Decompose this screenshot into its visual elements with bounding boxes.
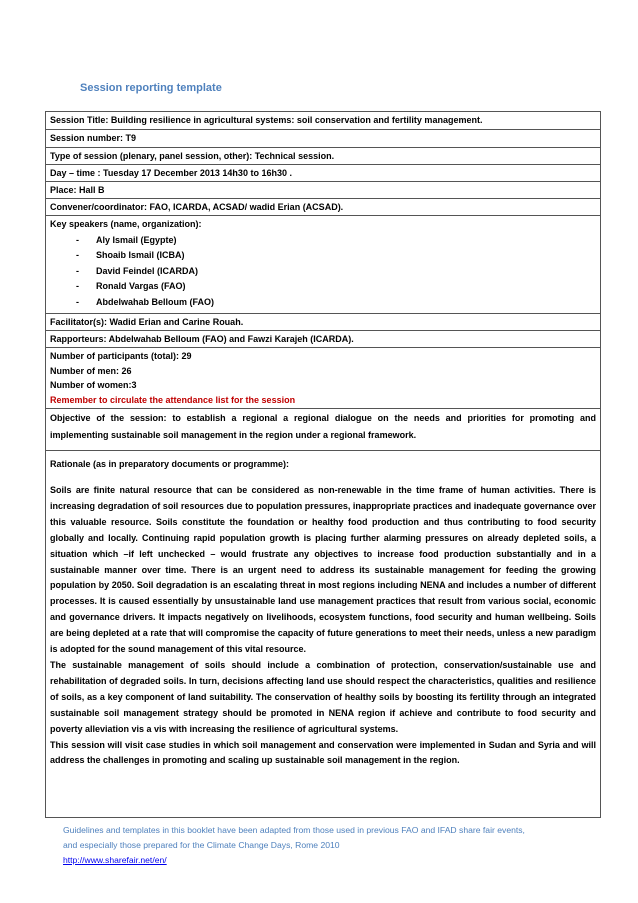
list-item: - Abdelwahab Belloum (FAO): [76, 296, 215, 307]
place-row: Place: Hall B: [46, 182, 600, 199]
list-item: - David Feindel (ICARDA): [76, 265, 199, 276]
list-item: - Ronald Vargas (FAO): [76, 281, 186, 292]
session-number-row: Session number: T9: [46, 130, 600, 148]
footer-line-2: and especially those prepared for the Climate Change Days, Rome 2010: [63, 840, 340, 850]
objective-row: Objective of the session: to establish a regional a regional dialogue on the needs and priorities for promoting and implementing sustainable soil management in the region under a regional framework.: [46, 409, 600, 451]
participants-women: Number of women:3: [50, 380, 137, 390]
rapporteurs-row: Rapporteurs: Abdelwahab Belloum (FAO) and Fawzi Karajeh (ICARDA).: [46, 331, 600, 348]
key-speakers-list: [50, 233, 596, 311]
convener-row: Convener/coordinator: FAO, ICARDA, ACSAD/ wadid Erian (ACSAD).: [46, 199, 600, 216]
sharefair-link[interactable]: http://www.sharefair.net/en/: [63, 855, 167, 865]
rationale-label: Rationale (as in preparatory documents or programme):: [50, 459, 290, 469]
list-item: - Shoaib Ismail (ICBA): [76, 250, 185, 261]
rationale-paragraph-2: The sustainable management of soils should include a combination of protection, conservation/sustainable use and rehabilitation of degraded soils. In turn, decisions affecting land use should respect the characteristics, qualities and resilience of soils, as a key component of land suitability. The conservation of healthy soils by boosting its fertility through an integrated sustainable soil management strategy should be promoted in NENA region if achieve and contribute to food security and poverty alleviation vis a vis with increasing the resilience of agricultural systems.: [50, 659, 596, 734]
day-time-row: Day – time : Tuesday 17 December 2013 14h30 to 16h30 .: [46, 165, 600, 182]
participants-total: Number of participants (total): 29: [50, 351, 192, 361]
page-title: Session reporting template: [80, 82, 222, 94]
rationale-paragraph-1: Soils are finite natural resource that can be considered as non-renewable in the time frame of human activities. There is increasing degradation of soil resources due to population pressures, inappropriate practices and inadequate governance over this valuable resource. Soils constitute the foundation or healthy food production and thus contributing to food security globally and locally. Continuing rapid population growth is placing further alarming pressures on already depleted soils, a situation which –if left unchecked – would frustrate any objectives to increase food production substantially and in a sustainable manner over time. There is an urgent need to address its sustainable management for feeding the growing population by 2050. Soil degradation is an escalating threat in most regions including NENA and includes a number of different processes. It is caused essentially by unsustainable land use management practices that result from various social, economic and governance drivers. It impacts negatively on livelihoods, ecosystem functions, food security and human wellbeing. Soils are being depleted at a rate that will compromise the capacity of future generations to meet their needs, unless a new paradigm is adopted for the sound management of this vital resource.: [50, 485, 596, 655]
attendance-reminder: Remember to circulate the attendance list for the session: [50, 394, 296, 405]
key-speakers-row: [46, 216, 600, 314]
session-report-table: [45, 111, 601, 818]
list-item: - Aly Ismail (Egypte): [76, 234, 177, 245]
session-title-row: Session Title: Building resilience in agricultural systems: soil conservation and fertility management.: [46, 112, 600, 130]
participants-men: Number of men: 26: [50, 365, 132, 376]
participants-row: [46, 348, 600, 409]
rationale-row: [46, 451, 600, 817]
facilitators-row: Facilitator(s): Wadid Erian and Carine Rouah.: [46, 314, 600, 331]
session-type-row: Type of session (plenary, panel session, other): Technical session.: [46, 148, 600, 165]
footer: [63, 823, 583, 868]
key-speakers-label: Key speakers (name, organization):: [50, 219, 202, 229]
rationale-paragraph-3: This session will visit case studies in which soil management and conservation were implemented in Sudan and Syria and will address the challenges in promoting and scaling up sustainable soil management in the region.: [50, 739, 596, 766]
footer-line-1: Guidelines and templates in this booklet have been adapted from those used in previous FAO and IFAD share fair events,: [63, 825, 525, 835]
